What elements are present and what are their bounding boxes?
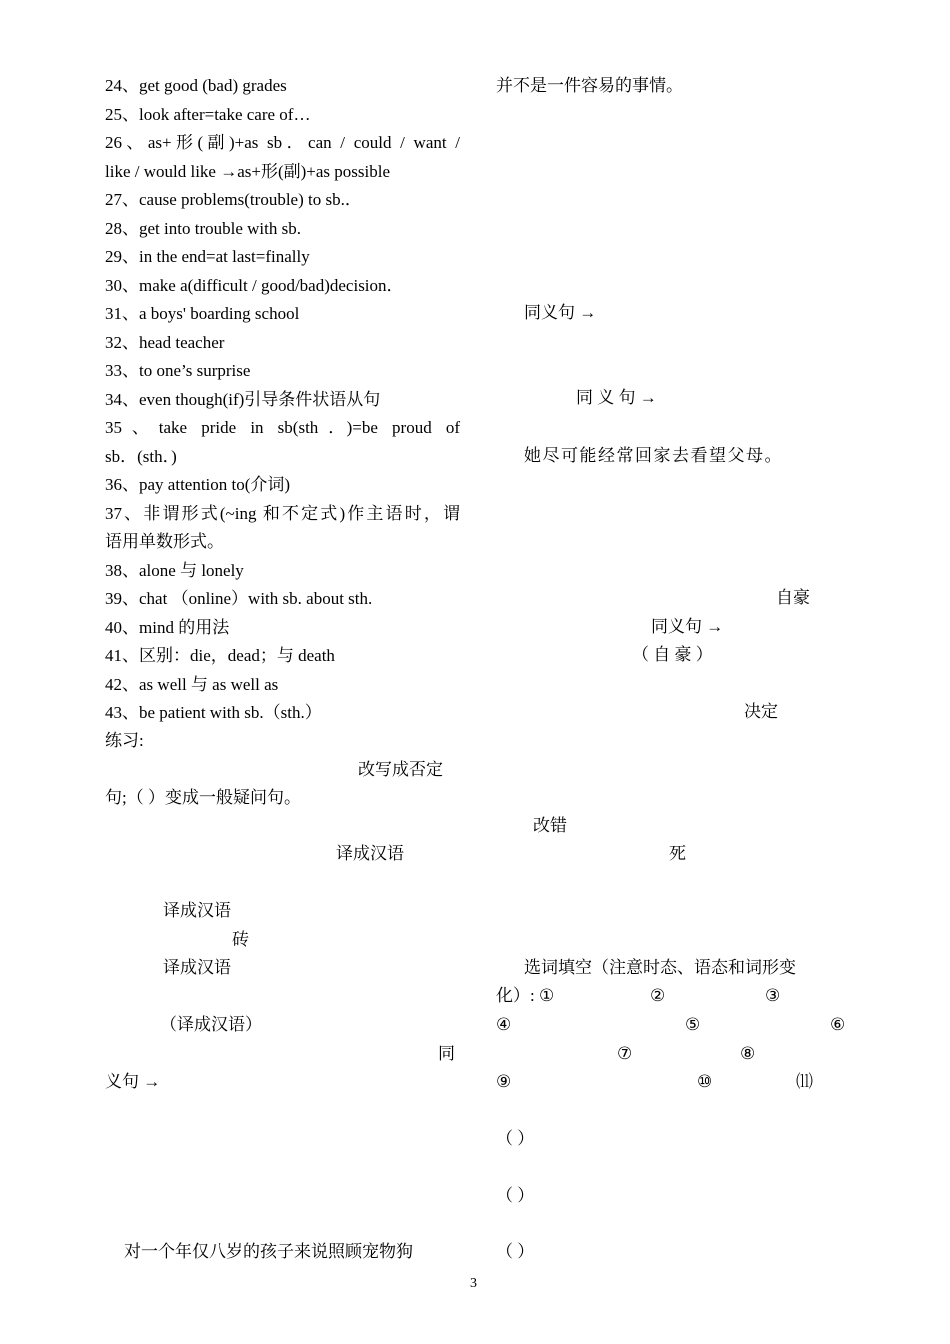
circled-number: ③ — [765, 986, 781, 1005]
circled-number: ① — [539, 986, 555, 1005]
list-item: 34、even though(if)引导条件状语从句 — [105, 389, 381, 409]
list-item: 25、look after=take care of… — [105, 104, 311, 124]
circled-number: ⑦ — [617, 1044, 633, 1063]
proud-hint-paren: （ 自 豪 ） — [632, 645, 713, 664]
list-item: 26、as+形(副)+as sb．can / could / want / — [105, 133, 460, 152]
answer-paren: （ ） — [496, 1242, 535, 1261]
synonym-label: 同 义 句 → — [576, 388, 657, 407]
circled-number: ⑾ — [796, 1072, 813, 1091]
list-item: 语用单数形式。 — [105, 532, 224, 551]
translate-label: 译成汉语 — [163, 901, 231, 920]
decide-hint: 决定 — [744, 702, 778, 721]
circled-number: ⑨ — [496, 1072, 512, 1091]
list-item: 43、be patient with sb.（sth.） — [105, 703, 322, 722]
circled-number: ④ — [496, 1015, 512, 1034]
list-item: 39、chat （online）with sb. about sth. — [105, 589, 373, 608]
synonym-label: 同 — [438, 1044, 455, 1063]
circled-number: ⑩ — [697, 1072, 713, 1091]
list-item: sb．(sth．) — [105, 446, 177, 466]
list-item: 37、非谓形式(~ing 和不定式)作主语时，谓 — [105, 503, 460, 523]
answer-paren: （ ） — [496, 1186, 535, 1205]
page-number: 3 — [470, 1276, 477, 1291]
translate-label: （译成汉语） — [160, 1015, 262, 1034]
list-item: 38、alone 与 lonely — [105, 560, 244, 580]
translate-label: 译成汉语 — [336, 844, 404, 863]
visit-parents-sentence: 她尽可能经常回家去看望父母。 — [524, 446, 783, 465]
list-item: 36、pay attention to(介词) — [105, 475, 291, 494]
list-item: 33、to one’s surprise — [105, 361, 251, 380]
phrase-list — [105, 75, 460, 731]
list-item: 42、as well 与 as well as — [105, 674, 279, 694]
synonym-label: 同义句 → — [651, 617, 724, 636]
list-item: 32、head teacher — [105, 332, 225, 352]
list-item: like / would like →as+形(副)+as possible — [105, 161, 390, 181]
fill-blank-cont: 化）: — [496, 986, 535, 1005]
brick-hint: 砖 — [232, 930, 249, 949]
list-item: 41、区别：die，dead；与 death — [105, 646, 335, 665]
fill-blank-label: 选词填空（注意时态、语态和词形变 — [524, 958, 796, 977]
list-item: 31、a boys' boarding school — [105, 304, 300, 323]
proud-hint: 自豪 — [776, 588, 810, 607]
list-item: 30、make a(difficult / good/bad)decision． — [105, 275, 404, 295]
list-item: 28、get into trouble with sb. — [105, 218, 301, 238]
list-item: 27、cause problems(trouble) to sb.． — [105, 190, 362, 209]
exercise-label: 练习: — [105, 731, 144, 750]
synonym-label-cont: 义句 → — [105, 1072, 161, 1091]
circled-number: ⑥ — [830, 1015, 846, 1034]
answer-paren: （ ） — [496, 1129, 535, 1148]
translate-label: 译成汉语 — [163, 958, 231, 977]
synonym-label: 同义句 → — [524, 303, 597, 322]
circled-number: ⑤ — [685, 1015, 701, 1034]
list-item: 40、mind 的用法 — [105, 617, 230, 637]
list-item: 24、get good (bad) grades — [105, 76, 287, 95]
circled-number: ⑧ — [740, 1044, 756, 1063]
dog-sentence: 对一个年仅八岁的孩子来说照顾宠物狗 — [124, 1242, 413, 1261]
list-item: 35、take pride in sb(sth．)=be proud of — [105, 418, 460, 437]
rewrite-negative-cont: 句;（ ）变成一般疑问句。 — [105, 788, 301, 807]
circled-number: ② — [650, 986, 666, 1005]
dog-sentence-cont: 并不是一件容易的事情。 — [496, 76, 683, 95]
list-item: 29、in the end=at last=finally — [105, 247, 310, 266]
rewrite-negative-label: 改写成否定 — [358, 760, 443, 779]
correct-label: 改错 — [533, 816, 567, 835]
die-hint: 死 — [669, 844, 686, 863]
